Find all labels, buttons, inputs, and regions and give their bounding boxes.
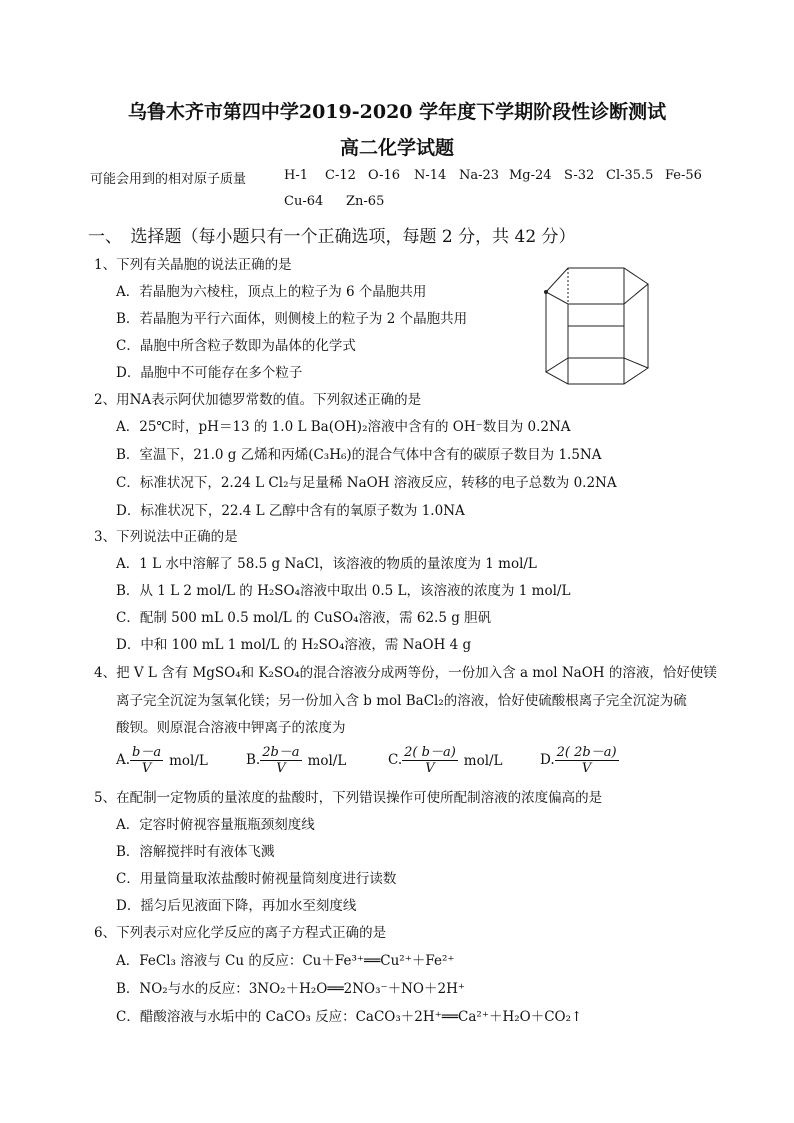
question-5-option-b: B．溶解搅拌时有液体飞溅 xyxy=(116,844,275,860)
question-2-option-a: A．25℃时，pH＝13 的 1.0 L Ba(OH)₂溶液中含有的 OH⁻数目为 0.2NA xyxy=(116,419,571,435)
question-6-option-c: C．醋酸溶液与水垢中的 CaCO₃ 反应：CaCO₃＋2H⁺══Ca²⁺＋H₂O＋CO₂↑ xyxy=(116,1009,583,1025)
unit-label: mol/L xyxy=(169,752,208,769)
question-1-stem: 1、下列有关晶胞的说法正确的是 xyxy=(94,257,292,273)
atomic-mass-item: N-14 xyxy=(414,168,447,183)
fraction-numerator: b－a xyxy=(132,745,162,760)
atomic-mass-item: Mg-24 xyxy=(509,168,552,183)
question-4-line-3: 酸钡。则原混合溶液中钾离子的浓度为 xyxy=(116,720,346,736)
atomic-mass-item: H-1 xyxy=(284,168,309,183)
fraction-denominator: V xyxy=(425,761,435,776)
fraction-numerator: 2b－a xyxy=(262,745,300,760)
fraction-numerator: 2( b－a) xyxy=(404,745,456,760)
question-3-option-a: A．1 L 水中溶解了 58.5 g NaCl，该溶液的物质的量浓度为 1 mol/L xyxy=(116,556,537,572)
question-3-option-d: D．中和 100 mL 1 mol/L 的 H₂SO₄溶液，需 NaOH 4 g xyxy=(116,637,472,653)
question-6-option-b: B．NO₂与水的反应：3NO₂＋H₂O══2NO₃⁻＋NO＋2H⁺ xyxy=(116,981,465,997)
hexagonal-prism-figure xyxy=(540,262,652,390)
fraction xyxy=(130,745,163,776)
fraction-denominator: V xyxy=(276,761,286,776)
fraction-denominator: V xyxy=(141,761,152,776)
option-letter: C. xyxy=(388,752,403,768)
question-4-option-d xyxy=(540,745,625,776)
atomic-mass-item: Cu-64 xyxy=(284,194,324,209)
question-5-option-a: A．定容时俯视容量瓶瓶颈刻度线 xyxy=(116,817,315,833)
question-1-option-a: A．若晶胞为六棱柱，顶点上的粒子为 6 个晶胞共用 xyxy=(116,284,427,300)
fraction-denominator: V xyxy=(581,761,592,776)
option-letter: D. xyxy=(540,752,555,768)
question-5-option-d: D．摇匀后见液面下降，再加水至刻度线 xyxy=(116,898,357,914)
question-2-option-b: B．室温下，21.0 g 乙烯和丙烯(C₃H₆)的混合气体中含有的碳原子数目为 1.5NA xyxy=(116,447,602,463)
section-heading: 一、 选择题（每小题只有一个正确选项，每题 2 分，共 42 分） xyxy=(88,227,576,247)
unit-label: mol/L xyxy=(463,752,503,769)
unit-label: mol/L xyxy=(307,752,347,769)
question-3-option-b: B．从 1 L 2 mol/L 的 H₂SO₄溶液中取出 0.5 L，该溶液的浓度为 1 mol/L xyxy=(116,583,571,599)
question-4-line-1: 4、把 V L 含有 MgSO₄和 K₂SO₄的混合溶液分成两等份，一份加入含 a mol NaOH 的溶液，恰好使镁 xyxy=(94,665,717,681)
question-6-stem: 6、下列表示对应化学反应的离子方程式正确的是 xyxy=(94,925,387,941)
question-1-option-b: B．若晶胞为平行六面体，则侧棱上的粒子为 2 个晶胞共用 xyxy=(116,311,468,327)
question-6-option-a: A．FeCl₃ 溶液与 Cu 的反应：Cu＋Fe³⁺══Cu²⁺＋Fe²⁺ xyxy=(116,953,455,969)
question-2-stem: 2、用NA表示阿伏加德罗常数的值。下列叙述正确的是 xyxy=(94,392,422,408)
atomic-mass-item: Cl-35.5 xyxy=(606,168,654,183)
atomic-mass-item: Zn-65 xyxy=(346,194,385,209)
question-1-option-d: D．晶胞中不可能存在多个粒子 xyxy=(116,365,303,381)
question-1-option-c: C．晶胞中所含粒子数即为晶体的化学式 xyxy=(116,338,356,354)
question-3-stem: 3、下列说法中正确的是 xyxy=(94,529,238,545)
atomic-mass-item: C-12 xyxy=(325,168,356,183)
question-2-option-c: C．标准状况下，2.24 L Cl₂与足量稀 NaOH 溶液反应，转移的电子总数为 0.2NA xyxy=(116,475,617,491)
question-2-option-d: D．标准状况下，22.4 L 乙醇中含有的氧原子数为 1.0NA xyxy=(116,503,465,519)
atomic-mass-item: O-16 xyxy=(368,168,401,183)
fraction xyxy=(402,745,458,776)
fraction xyxy=(260,745,301,776)
atomic-mass-item: Na-23 xyxy=(459,168,500,183)
option-letter: A. xyxy=(116,752,131,768)
page-title: 乌鲁木齐市第四中学2019-2020 学年度下学期阶段性诊断测试 xyxy=(127,101,667,123)
question-3-option-c: C．配制 500 mL 0.5 mol/L 的 CuSO₄溶液，需 62.5 g 胆矾 xyxy=(116,610,492,626)
question-4-option-b xyxy=(246,745,346,776)
option-letter: B. xyxy=(246,752,261,768)
page-subtitle: 高二化学试题 xyxy=(339,137,454,159)
fraction xyxy=(555,745,619,776)
atomic-mass-item: Fe-56 xyxy=(665,168,702,183)
question-4-option-c xyxy=(388,745,503,776)
question-4-line-2: 离子完全沉淀为氢氧化镁；另一份加入含 b mol BaCl₂的溶液，恰好使硫酸根离子完全沉淀为硫 xyxy=(116,693,687,709)
fraction-numerator: 2( 2b－a) xyxy=(556,745,617,760)
question-5-option-c: C．用量筒量取浓盐酸时俯视量筒刻度进行读数 xyxy=(116,871,397,887)
atomic-mass-item: S-32 xyxy=(564,168,595,183)
question-5-stem: 5、在配制一定物质的量浓度的盐酸时，下列错误操作可使所配制溶液的浓度偏高的是 xyxy=(94,790,603,806)
atomic-mass-label: 可能会用到的相对原子质量 xyxy=(90,172,247,187)
question-4-option-a xyxy=(116,745,208,776)
